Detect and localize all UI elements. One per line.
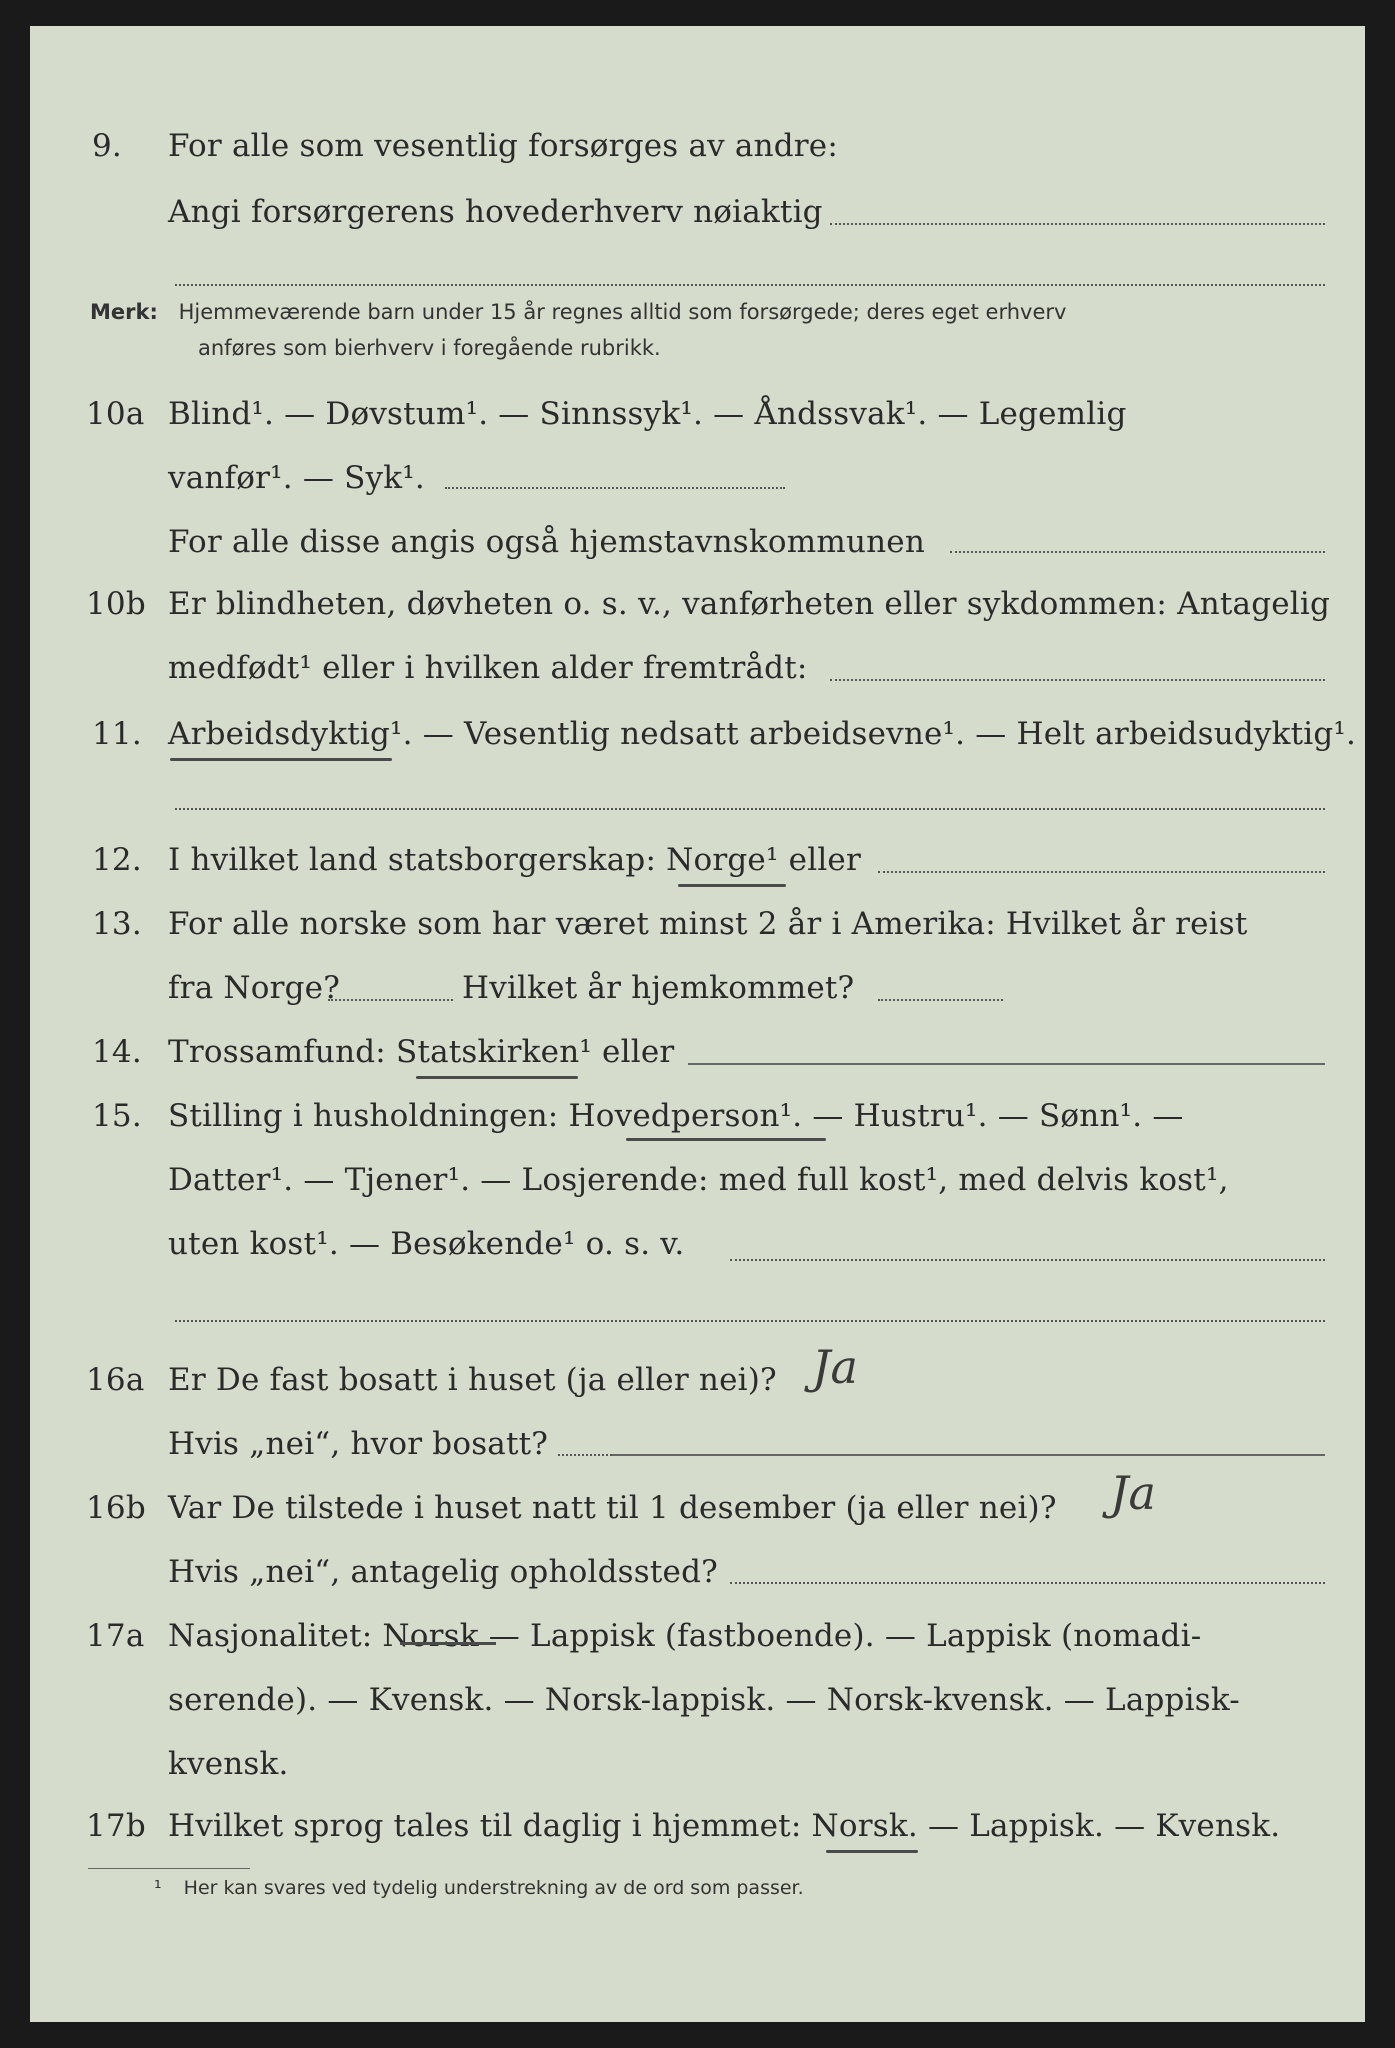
q15-number: 15.: [92, 1098, 142, 1134]
q14-answer-line[interactable]: [688, 1063, 1325, 1065]
q9-line2: [30, 194, 1365, 250]
q10b-line1: [30, 586, 1365, 642]
q17a-text-1: Nasjonalitet: Norsk — Lappisk (fastboende). — Lappisk (nomadi-: [168, 1618, 1202, 1654]
q11-text-1: Arbeidsdyktig¹. — Vesentlig nedsatt arbeidsevne¹. — Helt arbeidsudyktig¹.: [168, 716, 1357, 752]
q17a-line1: [30, 1618, 1365, 1674]
q16a-handwritten-answer: Ja: [812, 1340, 858, 1394]
q13-left-year-line[interactable]: [328, 999, 453, 1001]
q10b-answer-line[interactable]: [830, 679, 1325, 681]
q9-number: 9.: [92, 128, 122, 164]
q10b-line2: [30, 650, 1365, 706]
q13-line2: [30, 970, 1365, 1026]
q11-line1: [30, 716, 1365, 772]
q10a-home-answer-line[interactable]: [950, 551, 1325, 553]
q12-number: 12.: [92, 842, 142, 878]
q16a-text-1: Er De fast bosatt i huset (ja eller nei)?: [168, 1362, 777, 1398]
q14-underline-mark: [416, 1076, 578, 1079]
footnote-mark: ¹: [154, 1877, 162, 1899]
merk-text-2: anføres som bierhverv i foregående rubrikk.: [198, 336, 661, 360]
q16b-text-1: Var De tilstede i huset natt til 1 desember (ja eller nei)?: [168, 1490, 1057, 1526]
q9-text-2: Angi forsørgerens hovederhverv nøiaktig: [168, 194, 823, 230]
merk-label: Merk:: [90, 300, 158, 324]
q17a-text-3: kvensk.: [168, 1746, 289, 1782]
q14-line1: [30, 1034, 1365, 1090]
q17b-text-1: Hvilket sprog tales til daglig i hjemmet: Norsk. — Lappisk. — Kvensk.: [168, 1808, 1281, 1844]
q16b-line1: [30, 1490, 1365, 1546]
q10a-text-1: Blind¹. — Døvstum¹. — Sinnssyk¹. — Åndssvak¹. — Legemlig: [168, 396, 1127, 432]
q13-number: 13.: [92, 906, 142, 942]
q12-answer-line[interactable]: [878, 871, 1325, 873]
q16b-handwritten-answer: Ja: [1110, 1466, 1156, 1520]
q16b-text-2: Hvis „nei“, antagelig opholdssted?: [168, 1554, 718, 1590]
q10a-line1: [30, 396, 1365, 452]
q15-underline-mark: [626, 1138, 826, 1141]
q14-text-1: Trossamfund: Statskirken¹ eller: [168, 1034, 675, 1070]
q11-underline-mark: [170, 758, 392, 761]
q13-text-2: fra Norge?: [168, 970, 341, 1006]
footnote-rule: [88, 1868, 250, 1869]
q17b-underline-mark: [826, 1850, 918, 1853]
q17a-strike-mark: [400, 1642, 496, 1645]
q15-line2: [30, 1162, 1365, 1218]
merk-note-line1: [90, 300, 1066, 324]
footnote-text: Her kan svares ved tydelig understrekning av de ord som passer.: [183, 1877, 804, 1899]
q16a-text-2: Hvis „nei“, hvor bosatt?: [168, 1426, 549, 1462]
q16a-answer-line-b[interactable]: [612, 1454, 1325, 1456]
q12-text-1: I hvilket land statsborgerskap: Norge¹ eller: [168, 842, 861, 878]
q17a-text-2: serende). — Kvensk. — Norsk-lappisk. — Norsk-kvensk. — Lappisk-: [168, 1682, 1240, 1718]
q16a-number: 16a: [86, 1362, 145, 1398]
q13-text-2b: Hvilket år hjemkommet?: [462, 970, 855, 1006]
q15-answer-line-2[interactable]: [175, 1320, 1325, 1322]
q12-line1: [30, 842, 1365, 898]
q10b-text-2: medfødt¹ eller i hvilken alder fremtrådt:: [168, 650, 808, 686]
q9-line1: [30, 128, 1365, 184]
merk-text-1: Hjemmeværende barn under 15 år regnes alltid som forsørgede; deres eget erhverv: [178, 300, 1067, 324]
q17b-number: 17b: [86, 1808, 146, 1844]
q10b-number: 10b: [86, 586, 146, 622]
q15-text-3: uten kost¹. — Besøkende¹ o. s. v.: [168, 1226, 685, 1262]
q15-text-1: Stilling i husholdningen: Hovedperson¹. — Hustru¹. — Sønn¹. —: [168, 1098, 1184, 1134]
q10a-number: 10a: [86, 396, 145, 432]
q15-line1: [30, 1098, 1365, 1154]
q15-text-2: Datter¹. — Tjener¹. — Losjerende: med full kost¹, med delvis kost¹,: [168, 1162, 1229, 1198]
q17a-number: 17a: [86, 1618, 145, 1654]
q17a-line2: [30, 1682, 1365, 1738]
q9-answer-line-2[interactable]: [175, 284, 1325, 286]
q11-answer-line[interactable]: [175, 808, 1325, 810]
q15-answer-line[interactable]: [730, 1259, 1325, 1261]
q17a-line3: [30, 1746, 1365, 1802]
q16b-number: 16b: [86, 1490, 146, 1526]
census-form-page: [30, 26, 1365, 2022]
q13-text-1: For alle norske som har været minst 2 år i Amerika: Hvilket år reist: [168, 906, 1248, 942]
q10a-sick-answer-line[interactable]: [445, 487, 785, 489]
q9-text-1: For alle som vesentlig forsørges av andre:: [168, 128, 838, 164]
q11-number: 11.: [92, 716, 142, 752]
q10a-text-3: For alle disse angis også hjemstavnskommunen: [168, 524, 925, 560]
q16b-answer-line[interactable]: [730, 1582, 1325, 1584]
q10b-text-1: Er blindheten, døvheten o. s. v., vanførheten eller sykdommen: Antagelig: [168, 586, 1331, 622]
q12-underline-mark: [678, 884, 786, 887]
q14-number: 14.: [92, 1034, 142, 1070]
q13-return-year-line[interactable]: [878, 999, 1003, 1001]
q13-line1: [30, 906, 1365, 962]
q10a-text-2: vanfør¹. — Syk¹.: [168, 460, 425, 496]
q17b-line1: [30, 1808, 1365, 1864]
q9-answer-line[interactable]: [830, 223, 1325, 225]
q15-line3: [30, 1226, 1365, 1282]
footnote: [154, 1877, 804, 1899]
q16a-line1: [30, 1362, 1365, 1418]
